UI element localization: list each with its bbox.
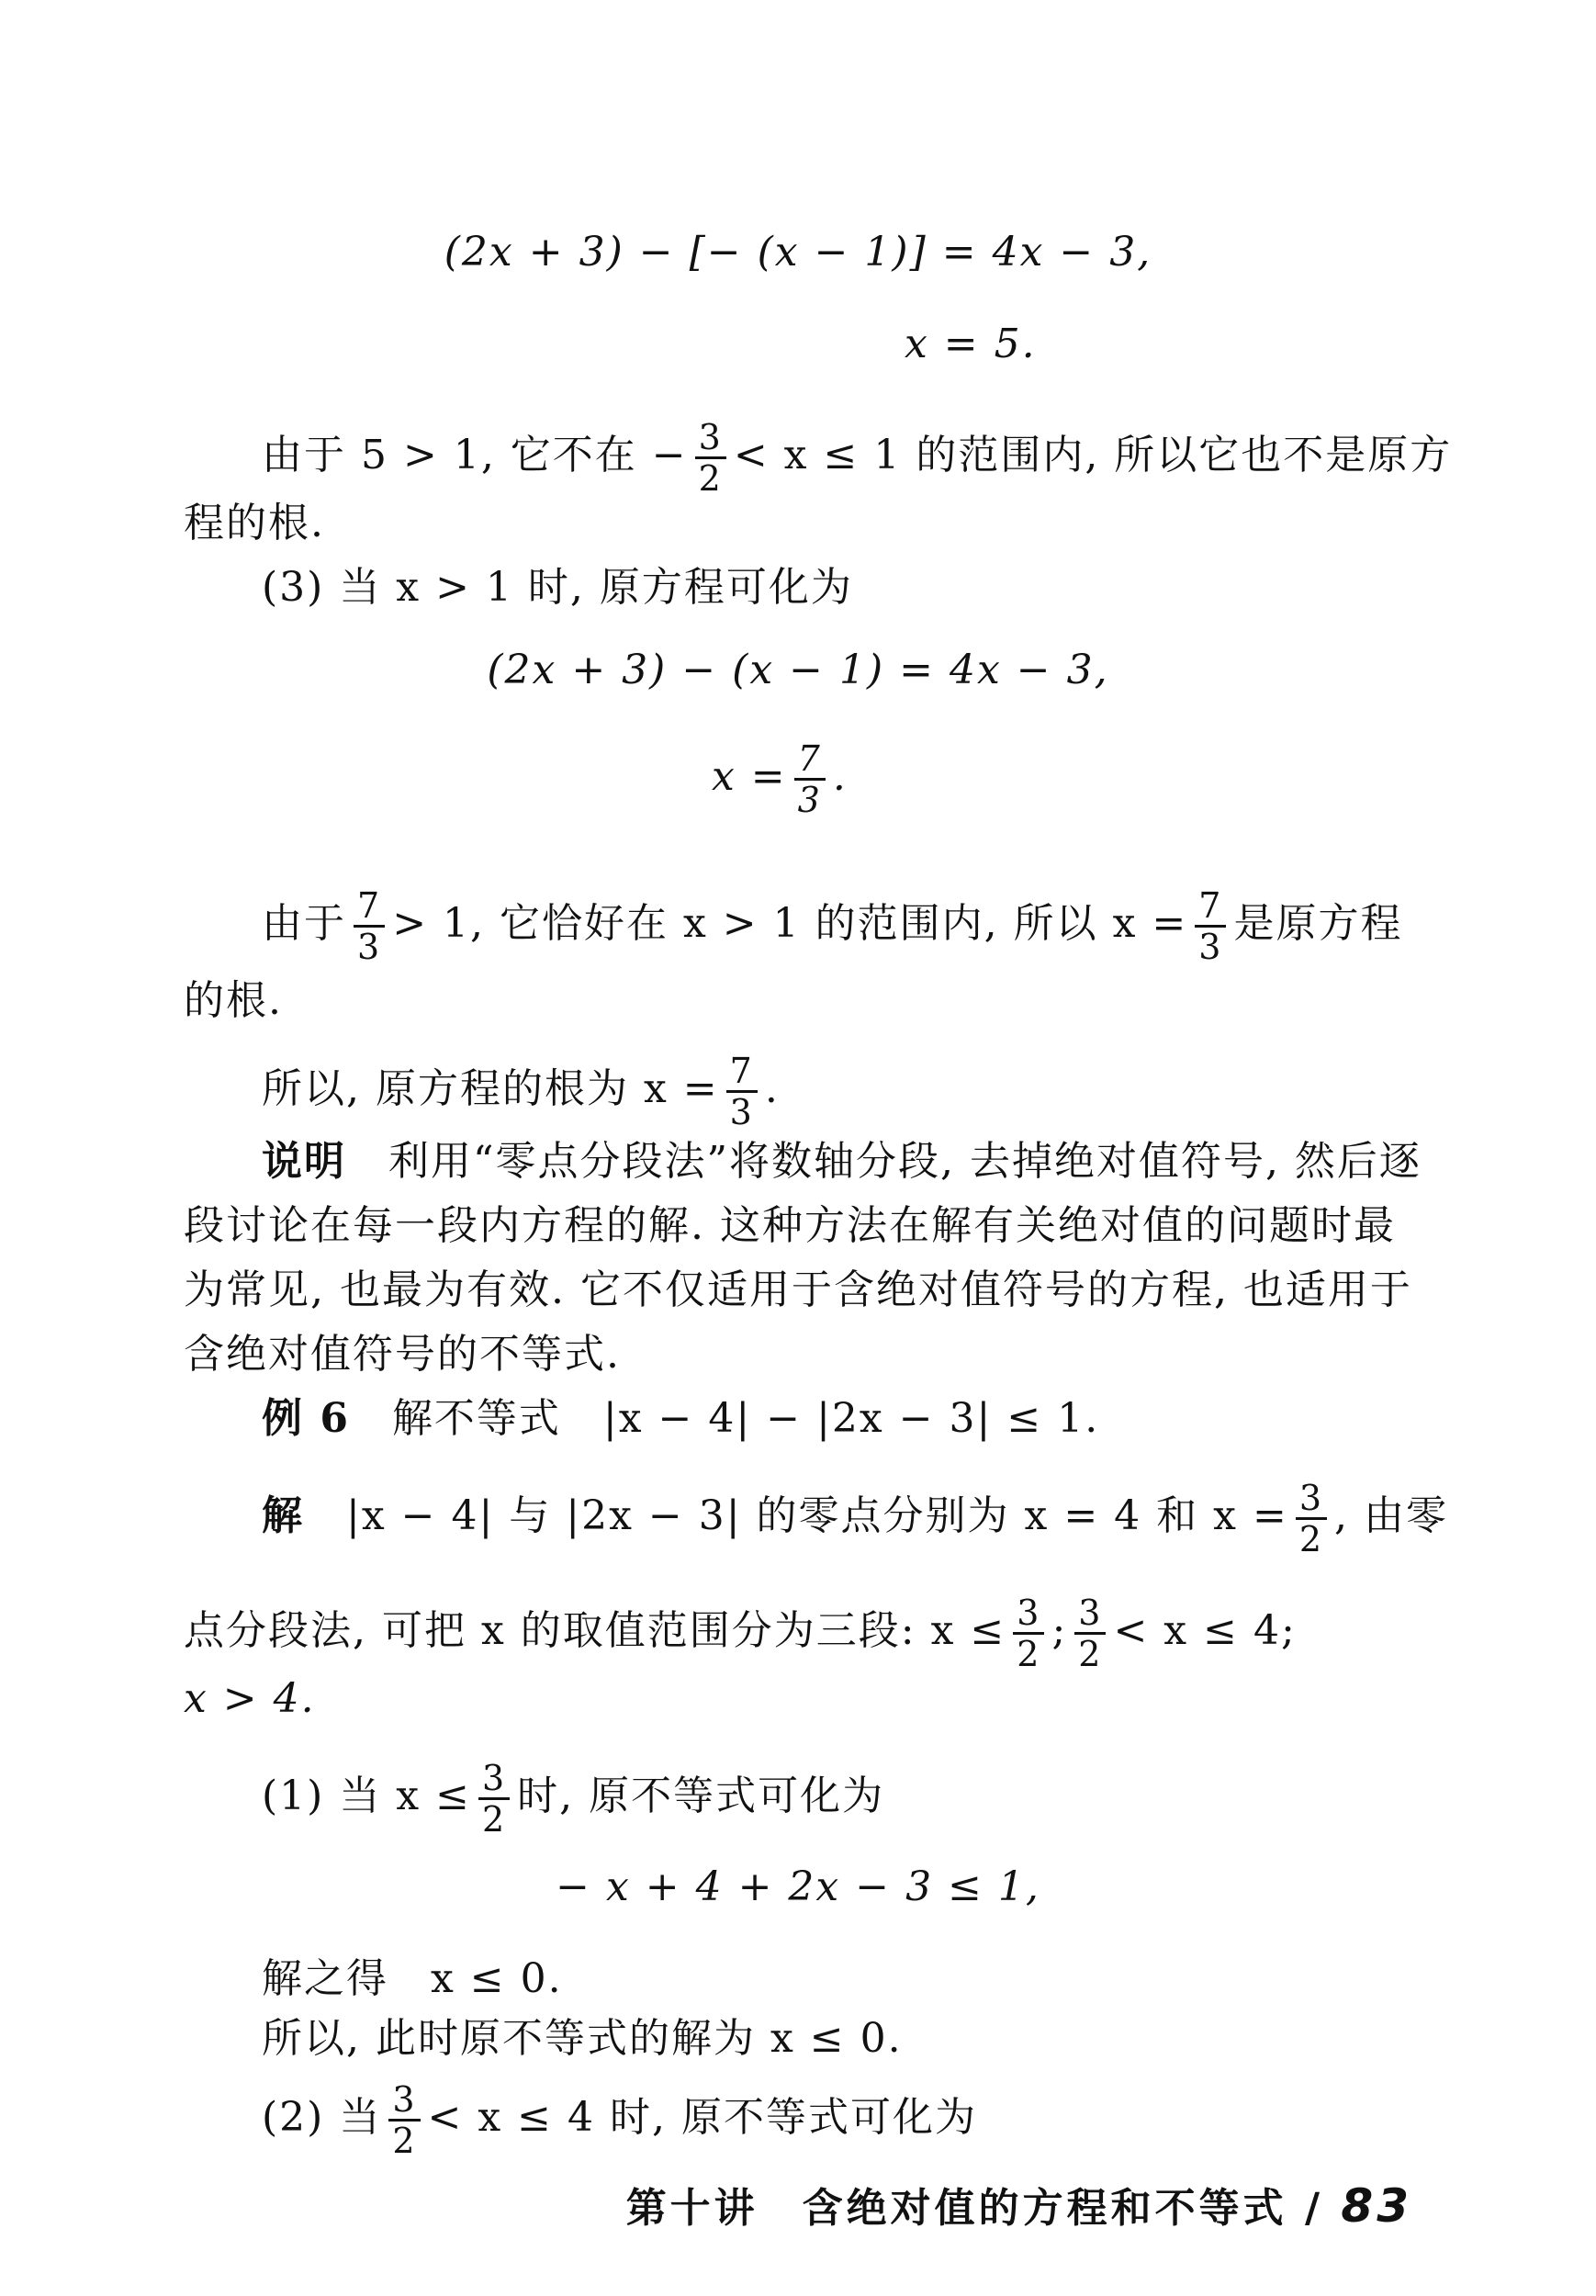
fraction bbox=[1195, 886, 1226, 966]
fraction-denominator: 2 bbox=[392, 2121, 417, 2161]
text-segment: 由于 5 > 1, 它不在 − bbox=[262, 432, 688, 478]
note-label: 说明 bbox=[262, 1138, 346, 1185]
text-segment: 时, 原不等式可化为 bbox=[517, 1773, 885, 1819]
inequality-line: − x + 4 + 2x − 3 ≤ 1, bbox=[556, 1863, 1040, 1910]
solution-line-1 bbox=[262, 1479, 1448, 1559]
fraction-numerator: 3 bbox=[695, 418, 726, 459]
solution-line-2 bbox=[184, 1593, 1297, 1673]
paragraph-line-4: 程的根. bbox=[184, 500, 325, 546]
fraction bbox=[1013, 1593, 1044, 1673]
fraction-numerator: 7 bbox=[726, 1052, 758, 1093]
solution-label: 解 bbox=[262, 1492, 304, 1539]
fraction bbox=[1074, 1593, 1106, 1673]
text-segment: (1) 当 x ≤ bbox=[262, 1773, 471, 1819]
text-segment: |x − 4| 与 |2x − 3| 的零点分别为 x = 4 和 x = bbox=[346, 1492, 1288, 1539]
text-segment: 是原方程 bbox=[1233, 900, 1403, 947]
text-segment: 利用“零点分段法”将数轴分段, 去掉绝对值符号, 然后逐 bbox=[388, 1138, 1422, 1185]
fraction-numerator: 7 bbox=[794, 739, 826, 781]
fraction-numerator: 3 bbox=[388, 2080, 420, 2122]
text-segment: 点分段法, 可把 x 的取值范围分为三段: x ≤ bbox=[184, 1607, 1006, 1654]
fraction-numerator: 7 bbox=[354, 886, 385, 928]
text-segment: ; bbox=[1051, 1607, 1068, 1654]
page-footer bbox=[626, 2175, 1412, 2234]
fraction-numerator: 3 bbox=[1013, 1593, 1044, 1635]
fraction bbox=[794, 739, 826, 819]
example-label: 例 6 bbox=[262, 1395, 350, 1442]
equation-line-2: x = 5. bbox=[905, 321, 1037, 367]
text-segment: < x ≤ 4 时, 原不等式可化为 bbox=[427, 2094, 977, 2141]
text-segment: > 1, 它恰好在 x > 1 的范围内, 所以 x = bbox=[392, 900, 1188, 947]
result-line: 所以, 此时原不等式的解为 x ≤ 0. bbox=[262, 2015, 903, 2062]
solve-line: 解之得 x ≤ 0. bbox=[262, 1955, 563, 2002]
page-number: 83 bbox=[1341, 2179, 1412, 2233]
note-line-1 bbox=[262, 1134, 1422, 1189]
text-segment: < x ≤ 1 的范围内, 所以它也不是原方 bbox=[733, 432, 1453, 478]
fraction-numerator: 3 bbox=[478, 1759, 510, 1800]
fraction-numerator: 3 bbox=[1296, 1479, 1327, 1520]
text-segment: 所以, 原方程的根为 x = bbox=[262, 1065, 719, 1112]
note-line-3: 为常见, 也最为有效. 它不仅适用于含绝对值符号的方程, 也适用于 bbox=[184, 1266, 1412, 1313]
text-segment: (2) 当 bbox=[262, 2094, 382, 2141]
fraction-denominator: 3 bbox=[797, 780, 822, 820]
conclusion-line bbox=[262, 1052, 780, 1131]
equation-line-1: (2x + 3) − [− (x − 1)] = 4x − 3, bbox=[444, 229, 1152, 276]
text-segment: , 由零 bbox=[1334, 1492, 1448, 1539]
case-2-heading bbox=[262, 2080, 977, 2160]
fraction bbox=[695, 418, 726, 498]
fraction-denominator: 2 bbox=[1017, 1634, 1041, 1674]
fraction-denominator: 3 bbox=[1198, 927, 1223, 967]
equation-line-6: (2x + 3) − (x − 1) = 4x − 3, bbox=[487, 647, 1109, 693]
case-1-heading bbox=[262, 1759, 884, 1839]
equation-line-7 bbox=[712, 739, 848, 819]
solution-line-3: x > 4. bbox=[184, 1675, 316, 1722]
fraction bbox=[354, 886, 385, 966]
fraction-denominator: 2 bbox=[1298, 1519, 1324, 1559]
fraction-numerator: 3 bbox=[1074, 1593, 1106, 1635]
chapter-title: 第十讲 含绝对值的方程和不等式 / bbox=[625, 2185, 1324, 2232]
text-segment: 由于 bbox=[262, 900, 346, 947]
fraction-denominator: 2 bbox=[481, 1799, 507, 1840]
example-6-heading bbox=[262, 1391, 1099, 1446]
fraction-denominator: 2 bbox=[1078, 1634, 1103, 1674]
text-segment: x = bbox=[712, 753, 787, 800]
fraction bbox=[726, 1052, 758, 1131]
fraction-numerator: 7 bbox=[1195, 886, 1226, 928]
fraction-denominator: 3 bbox=[729, 1092, 754, 1132]
paragraph-line-8 bbox=[262, 886, 1402, 966]
text-segment: 解不等式 |x − 4| − |2x − 3| ≤ 1. bbox=[391, 1395, 1100, 1442]
fraction bbox=[1296, 1479, 1327, 1559]
text-segment: . bbox=[832, 753, 848, 800]
fraction-denominator: 2 bbox=[698, 458, 723, 499]
paragraph-line-3 bbox=[262, 418, 1452, 498]
fraction bbox=[478, 1759, 510, 1839]
fraction bbox=[388, 2080, 420, 2160]
note-line-4: 含绝对值符号的不等式. bbox=[184, 1331, 621, 1378]
note-line-2: 段讨论在每一段内方程的解. 这种方法在解有关绝对值的问题时最 bbox=[184, 1202, 1396, 1249]
text-segment: < x ≤ 4; bbox=[1113, 1607, 1297, 1654]
paragraph-line-9: 的根. bbox=[184, 977, 283, 1024]
fraction-denominator: 3 bbox=[357, 927, 382, 967]
case-3-heading: (3) 当 x > 1 时, 原方程可化为 bbox=[262, 564, 853, 611]
text-segment: . bbox=[764, 1065, 780, 1112]
